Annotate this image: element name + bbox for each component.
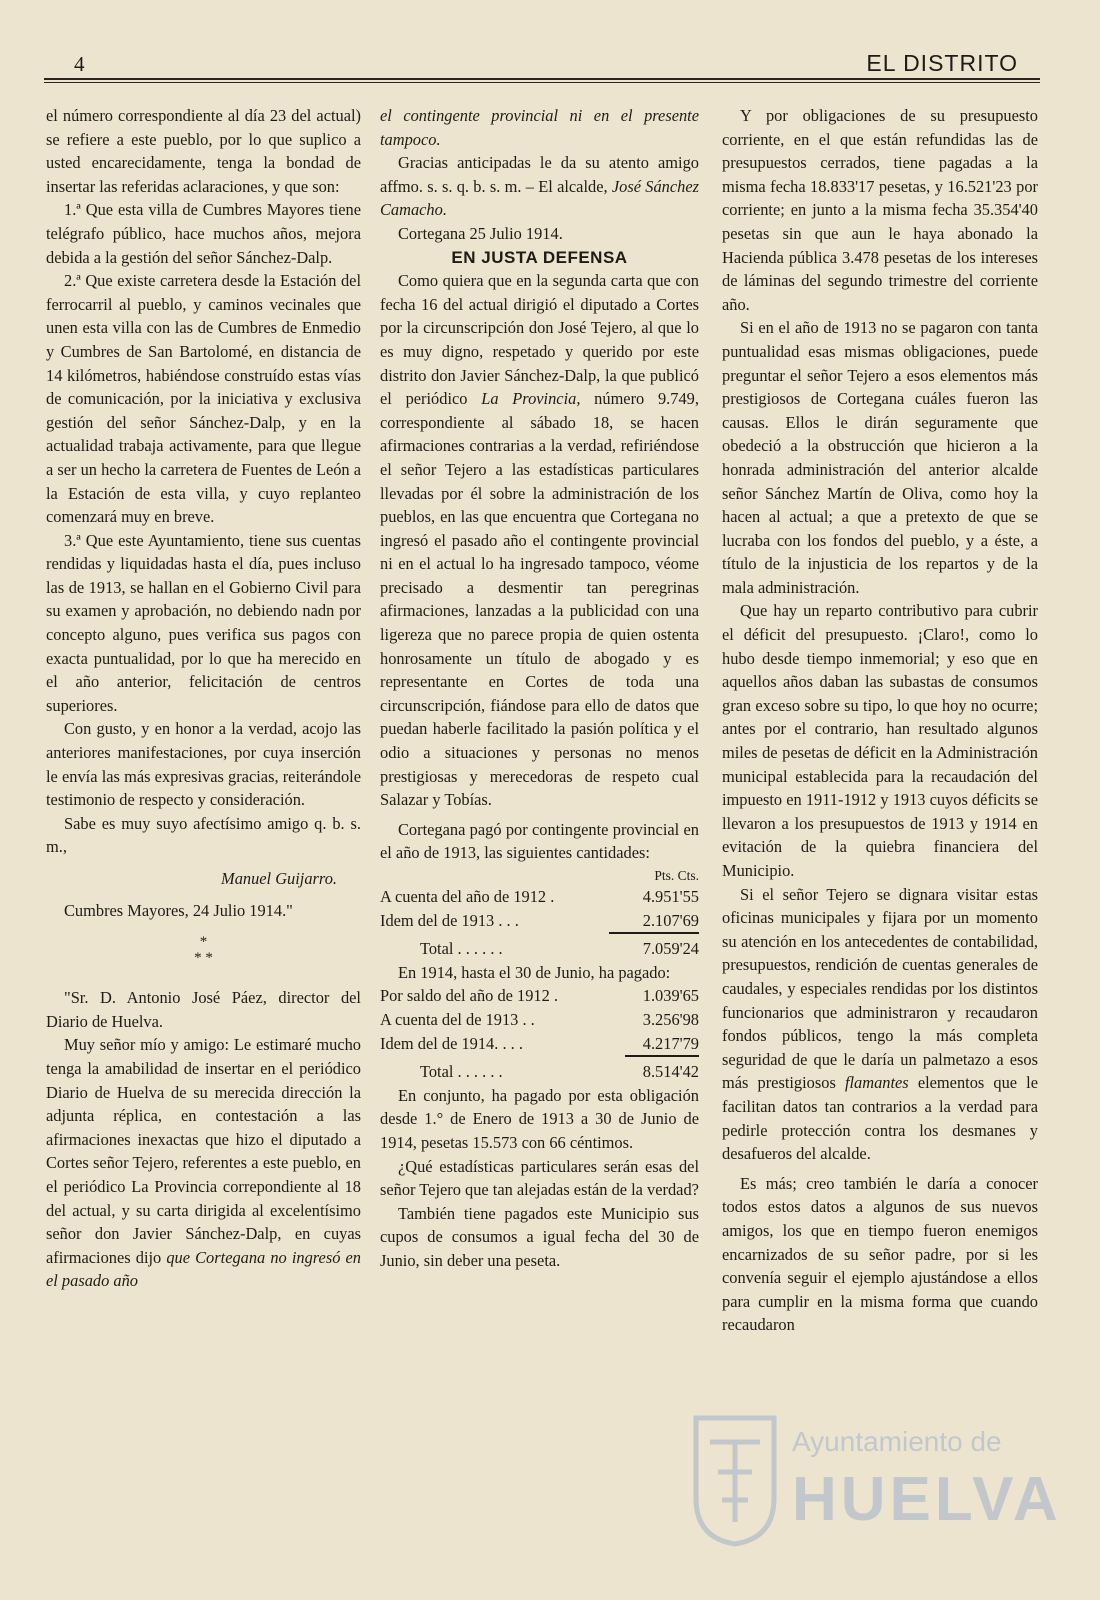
archive-watermark [690,1412,1062,1562]
units-label: Pts. Cts. [654,868,699,883]
paragraph: ¿Qué estadísticas particulares serán esas del señor Tejero que tan alejadas están de la verdad? [380,1156,699,1200]
paragraph: 1.ª Que esta villa de Cumbres Mayores tiene telégrafo público, hace muchos años, mejora debida a la gestión del señor Sánchez-Dalp. [46,200,361,267]
newspaper-name: La Provincia, [481,389,581,409]
paragraph: 2.ª Que existe carretera desde la Estación del ferrocarril al pueblo, y caminos vecinales que unen esta villa con las de Cumbres de Enmedio y Cumbres de San Bartolomé, en distancia de 14 kilómetros, habiéndose construído estas vías de comunicación, por la iniciativa y exclusiva gestión del señor Sánchez-Dalp, y en la actualidad trabaja activamente, para que llegue a ser un hecho la carretera de Fuentes de León a la Estación de esta villa, y cuyo replanteo comenzará muy en breve. [46,271,361,527]
row-amount: 1.039'65 [642,986,699,1006]
watermark-line-2: HUELVA [792,1465,1062,1534]
signature: José Sánchez Camacho. [380,176,699,220]
paragraph [380,269,699,812]
italic-quote: el contingente provincial ni en el presente tampoco. [380,106,699,149]
table-row [380,1008,699,1032]
italic-quote: que Cortegana no ingresó en el pasado año [46,1247,361,1291]
table-row [380,1032,699,1057]
total-amount: 7.059'24 [609,933,699,961]
row-label: Idem del de 1914. . . . [380,1034,523,1054]
column-2 [380,104,699,1273]
table-row [380,909,699,934]
total-row [380,1056,699,1084]
italic-word: flamantes [844,1073,909,1093]
newspaper-title: EL DISTRITO [866,50,1018,76]
section-separator [46,934,361,966]
row-amount: 2.107'69 [642,910,699,930]
page-number: 4 [74,52,85,76]
table-body [380,885,699,933]
paragraph: Si en el año de 1913 no se pagaron con tanta puntualidad esas mismas obligaciones, puede preguntar el señor Tejero a esos elementos más prestigiosos de Cortegana cuáles fueron las causas. Ellos le dirán seguramente que obedeció a la obstrucción que hicieron a la honrada administración del anterior alcalde señor Sánchez Martín de Oliva, como hoy la hacen al actual; a que a pretexto de que se lucraba con los fondos del pueblo, y a éste, a título de la injusticia de los repartos y de la mala administración. [722,318,1038,597]
paragraph: Con gusto, y en honor a la verdad, acojo las anteriores manifestaciones, por cuya inserción le envía las más expresivas gracias, reiterándole testimonio de respecto y consideración. [46,719,361,810]
paragraph: En 1914, hasta el 30 de Junio, ha pagado: [398,962,671,982]
total-label: Total . . . . . . [420,1061,503,1081]
row-label: A cuenta del año de 1912 . [380,887,555,906]
paragraph: 3.ª Que este Ayuntamiento, tiene sus cuentas rendidas y liquidadas hasta el día, pues incluso las de 1913, se hallan en el Gobierno Civil para su examen y aprobación, no debiendo nadn por concepto alguno, pues verifica sus pagos con exacta puntualidad, por lo que ha merecido en el año anterior, felicitación de centros superiores. [46,530,361,715]
table-row [380,885,699,909]
row-amount: 4.217'79 [642,1033,699,1053]
paragraph: También tiene pagados este Municipio sus cupos de consumos a igual fecha del 30 de Junio, sin deber una peseta. [380,1203,699,1270]
paragraph-text: Si el señor Tejero se dignara visitar estas oficinas municipales y fijara por un momento su atención en los antecedentes de contabilidad, presupuestos, rendición de cuentas generales de caudales, y especiales rendidas por los distintos funcionarios que administraron y recaudaron fondos públicos, tengo la más completa seguridad de que le daría un palmetazo a esos más prestigiosos [722,884,1038,1093]
row-label: A cuenta del de 1913 . . [380,1009,535,1029]
signature: Manuel Guijarro. [221,869,337,888]
paragraph-text: elementos que le facilitan datos tan contrarios a la verdad para pedirle protección contra los desmanes y desafueros del alcalde. [722,1073,1038,1164]
paragraph: Es más; creo también le daría a conocer todos estos datos a algunos de sus nuevos amigos, los que en tiempo fueron enemigos encarnizados de su señor padre, por si les convenía seguir el ejemplo ajustándose a ellos para cumplir en la misma forma que cuando recaudaron [722,1173,1038,1335]
table-row [380,984,699,1008]
separator-stars: * * [194,950,213,967]
section-heading: EN JUSTA DEFENSA [451,247,628,267]
total-row [380,933,699,961]
page-header [44,46,1040,80]
coat-of-arms-icon [690,1412,780,1548]
payments-table-1913 [380,865,699,961]
paragraph-text: Gracias anticipadas le da su atento amigo affmo. s. s. q. b. s. m. – El alcalde, [380,153,699,196]
row-amount: 3.256'98 [642,1009,699,1029]
dateline: Cortegana 25 Julio 1914. [398,223,563,243]
table-body [380,984,699,1056]
paragraph-text: Muy señor mío y amigo: Le estimaré mucho tenga la amabilidad de insertar en el periódico Diario de Huelva de su merecida dirección la adjunta réplica, en contestación a las afirmaciones inexactas que hizo el diputado a Cortes señor Tejero, referentes a este pueblo, en el periódico La Provincia correpondiente al 18 del actual, y su carta dirigida al excelentísimo señor don Javier Sánchez-Dalp, en cuyas afirmaciones dijo [46,1035,361,1267]
column-3 [722,104,1038,1337]
paragraph: En conjunto, ha pagado por esta obligación desde 1.° de Enero de 1913 a 30 de Junio de 1914, pesetas 15.573 con 66 céntimos. [380,1085,699,1152]
row-label: Idem del de 1913 . . . [380,911,519,931]
paragraph: el número correspondiente al día 23 del actual) se refiere a este pueblo, por lo que suplico a usted encarecidamente, tenga la bondad de insertar las referidas aclaraciones, y que son: [46,106,361,196]
dateline: Cumbres Mayores, 24 Julio 1914." [64,900,293,920]
paragraph: Y por obligaciones de su presupuesto corriente, en el que están refundidas las de presupuestos cerrados, tiene pagadas a la misma fecha 18.833'17 pesetas, y 16.521'23 por corriente; en junto a la misma fecha 35.354'40 pesetas sin que aun le haya abonado la Hacienda pública 3.478 pesetas de los intereses de láminas del segundo trimestre del corriente año. [722,106,1038,314]
paragraph [46,1033,361,1293]
paragraph [722,883,1038,1166]
header-rule [44,78,1040,83]
units-row [380,865,699,885]
row-amount: 4.951'55 [642,887,699,906]
paragraph-text: Como quiera que en la segunda carta que con fecha 16 del actual dirigió el diputado a Cortes por la circunscripción don José Tejero, al que lo es muy digno, respetado y querido por este distrito don Javier Sánchez-Dalp, la que publicó el periódico [380,271,699,409]
paragraph [380,151,699,222]
paragraph: Sabe es muy suyo afectísimo amigo q. b. s. m., [46,813,361,857]
watermark-line-1: Ayuntamiento de [792,1426,1002,1457]
column-1 [46,104,361,1293]
row-label: Por saldo del año de 1912 . [380,986,558,1006]
separator-star: * [199,934,208,951]
total-amount: 8.514'42 [625,1056,699,1084]
paragraph-text: número 9.749, correspondiente al sábado 18, se hacen afirmaciones contrarias a la verdad, refiriéndose el señor Tejero a las estadísticas particulares llevadas por él sobre la administración de los pueblos, en las que encuentra que Cortegana no ingresó el pasado año el contingente provincial ni en el actual lo ha ingresado tampoco, véome precisado a desmentir tan peregrinas afirmaciones, lanzadas a la publicidad con una ligereza que no parece propia de quien ostenta honrosamente un título de abogado y es representante en Cortes de toda una circunscripción, fiándose para ello de datos que puedan haberle facilitado la pasión política y el odio a situaciones y personas no menos prestigiosas y merecedoras de respeto cual Salazar y Tobías. [380,389,699,810]
paragraph: Que hay un reparto contributivo para cubrir el déficit del presupuesto. ¡Claro!, como lo hubo desde tiempo inmemorial; y eso que en aquellos años daban las subastas de consumos gran exceso sobre su tipo, lo que hoy no ocurre; antes por el contrario, han resultado algunos miles de pesetas de déficit en la Administración municipal establecida para la recaudación del impuesto en 1911-1912 y 1913 cuyos déficits se llevaron a los presupuestos de 1913 y 1914 en evitación de la quiebra financiera del Municipio. [722,601,1038,880]
letter-salutation: "Sr. D. Antonio José Páez, director del Diario de Huelva. [46,988,361,1031]
total-label: Total . . . . . . [420,938,503,958]
payments-table-1914 [380,984,699,1083]
paragraph: Cortegana pagó por contingente provincial en el año de 1913, las siguientes cantidades: [380,819,699,863]
